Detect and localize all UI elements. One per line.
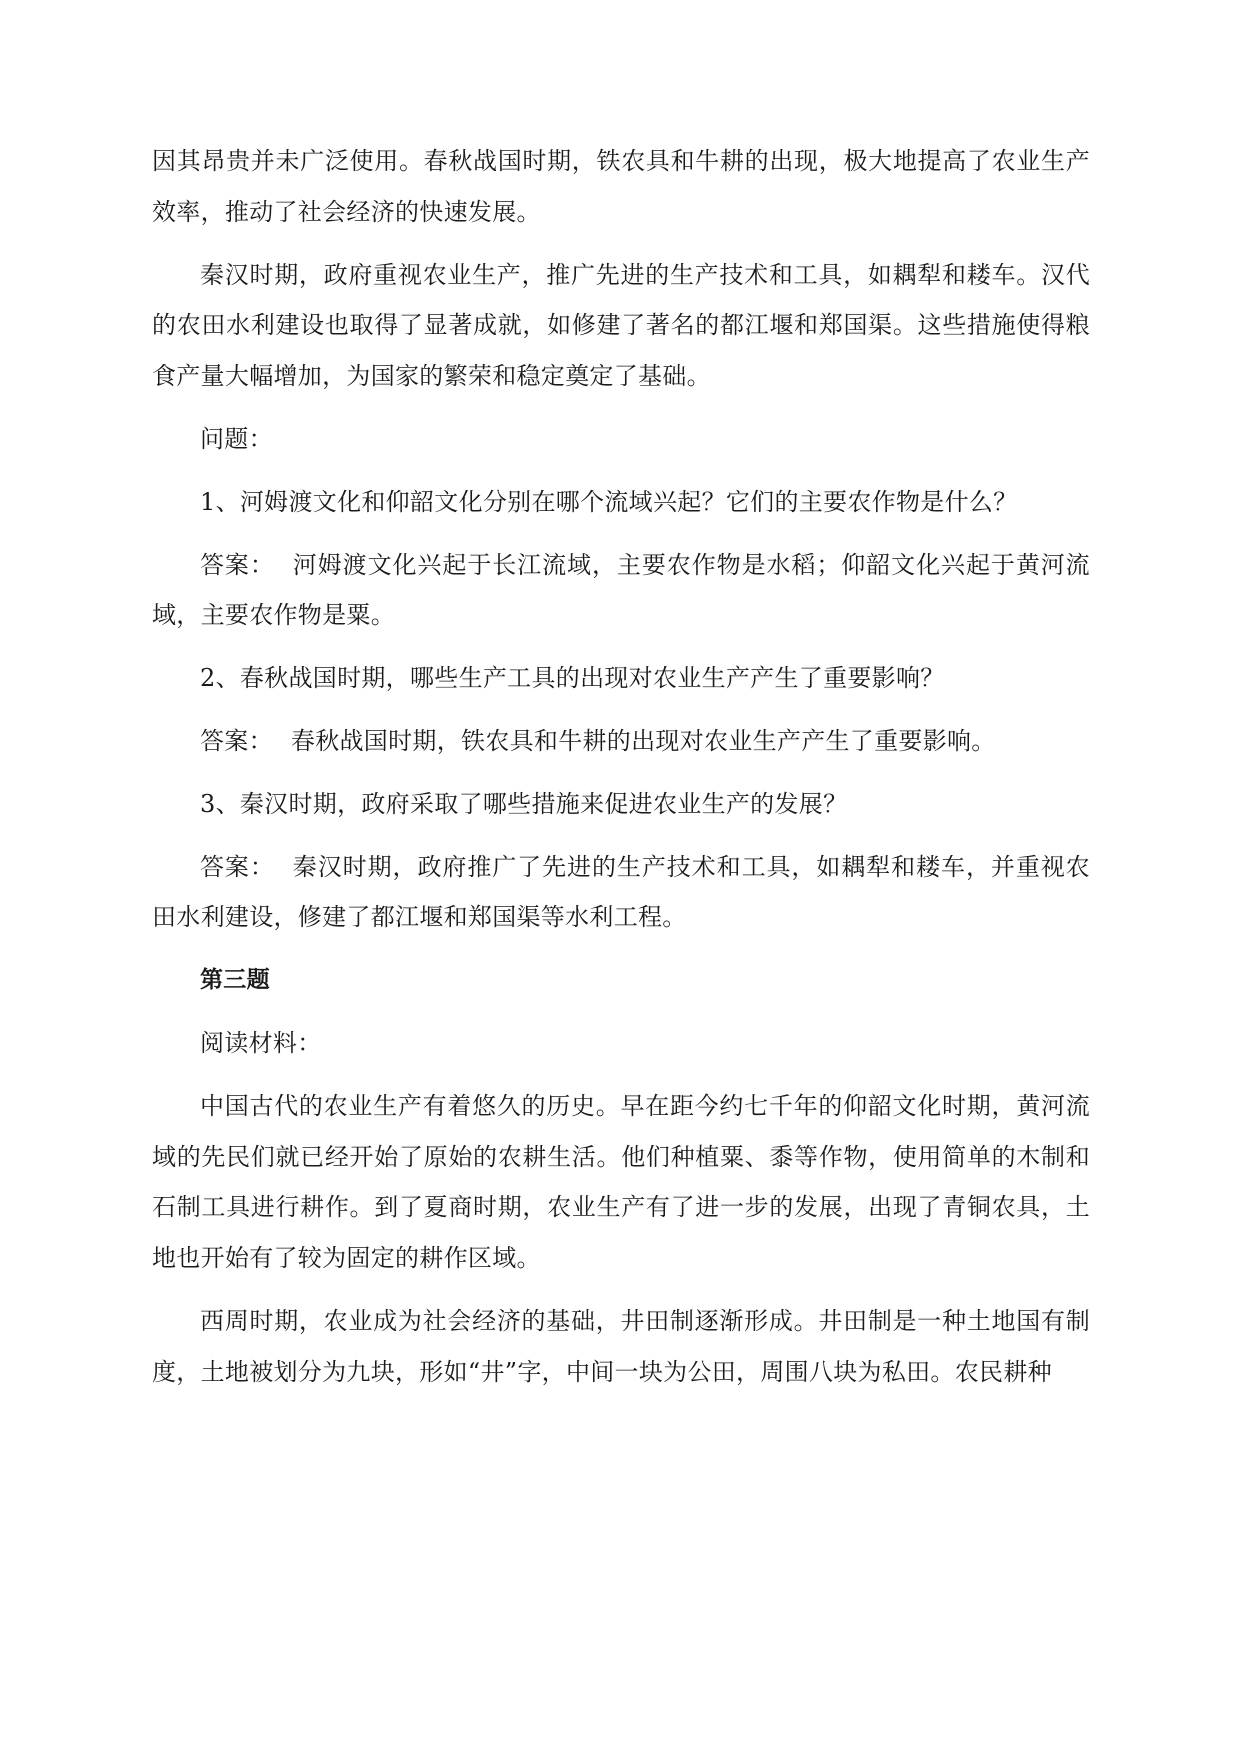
answer-text: 秦汉时期，政府推广了先进的生产技术和工具，如耦犁和耧车，并重视农田水利建设，修建了都江堰和郑国渠等水利工程。 <box>152 852 1090 932</box>
paragraph-western-zhou: 西周时期，农业成为社会经济的基础，井田制逐渐形成。井田制是一种土地国有制度，土地被划分为九块，形如“井”字，中间一块为公田，周围八块为私田。农民耕种 <box>152 1306 1090 1386</box>
answer-3 <box>152 842 1090 944</box>
answer-1 <box>152 540 1090 642</box>
answer-label: 答案： <box>200 726 273 755</box>
answer-2 <box>152 716 1090 767</box>
paragraph-ancient-agriculture: 中国古代的农业生产有着悠久的历史。早在距今约七千年的仰韶文化时期，黄河流域的先民们就已经开始了原始的农耕生活。他们种植粟、黍等作物，使用简单的木制和石制工具进行耕作。到了夏商时期，农业生产有了进一步的发展，出现了青铜农具，土地也开始有了较为固定的耕作区域。 <box>152 1091 1090 1273</box>
answer-text: 河姆渡文化兴起于长江流域，主要农作物是水稻；仰韶文化兴起于黄河流域，主要农作物是粟。 <box>152 550 1090 630</box>
paragraph-continuation: 因其昂贵并未广泛使用。春秋战国时期，铁农具和牛耕的出现，极大地提高了农业生产效率，推动了社会经济的快速发展。 <box>152 147 1090 226</box>
answer-text: 春秋战国时期，铁农具和牛耕的出现对农业生产产生了重要影响。 <box>290 726 996 755</box>
answer-label: 答案： <box>200 550 275 579</box>
answer-label: 答案： <box>200 852 275 881</box>
paragraph-qinhan: 秦汉时期，政府重视农业生产，推广先进的生产技术和工具，如耦犁和耧车。汉代的农田水利建设也取得了显著成就，如修建了著名的都江堰和郑国渠。这些措施使得粮食产量大幅增加，为国家的繁荣和稳定奠定了基础。 <box>152 260 1090 391</box>
questions-label: 问题： <box>200 424 273 453</box>
reading-material-label: 阅读材料： <box>200 1028 322 1057</box>
question-3: 3、秦汉时期，政府采取了哪些措施来促进农业生产的发展？ <box>200 789 848 818</box>
document-page <box>152 136 1090 1398</box>
question-2: 2、春秋战国时期，哪些生产工具的出现对农业生产产生了重要影响？ <box>200 664 945 693</box>
section-heading: 第三题 <box>200 967 270 994</box>
question-1: 1、河姆渡文化和仰韶文化分别在哪个流域兴起？它们的主要农作物是什么？ <box>200 487 1018 516</box>
